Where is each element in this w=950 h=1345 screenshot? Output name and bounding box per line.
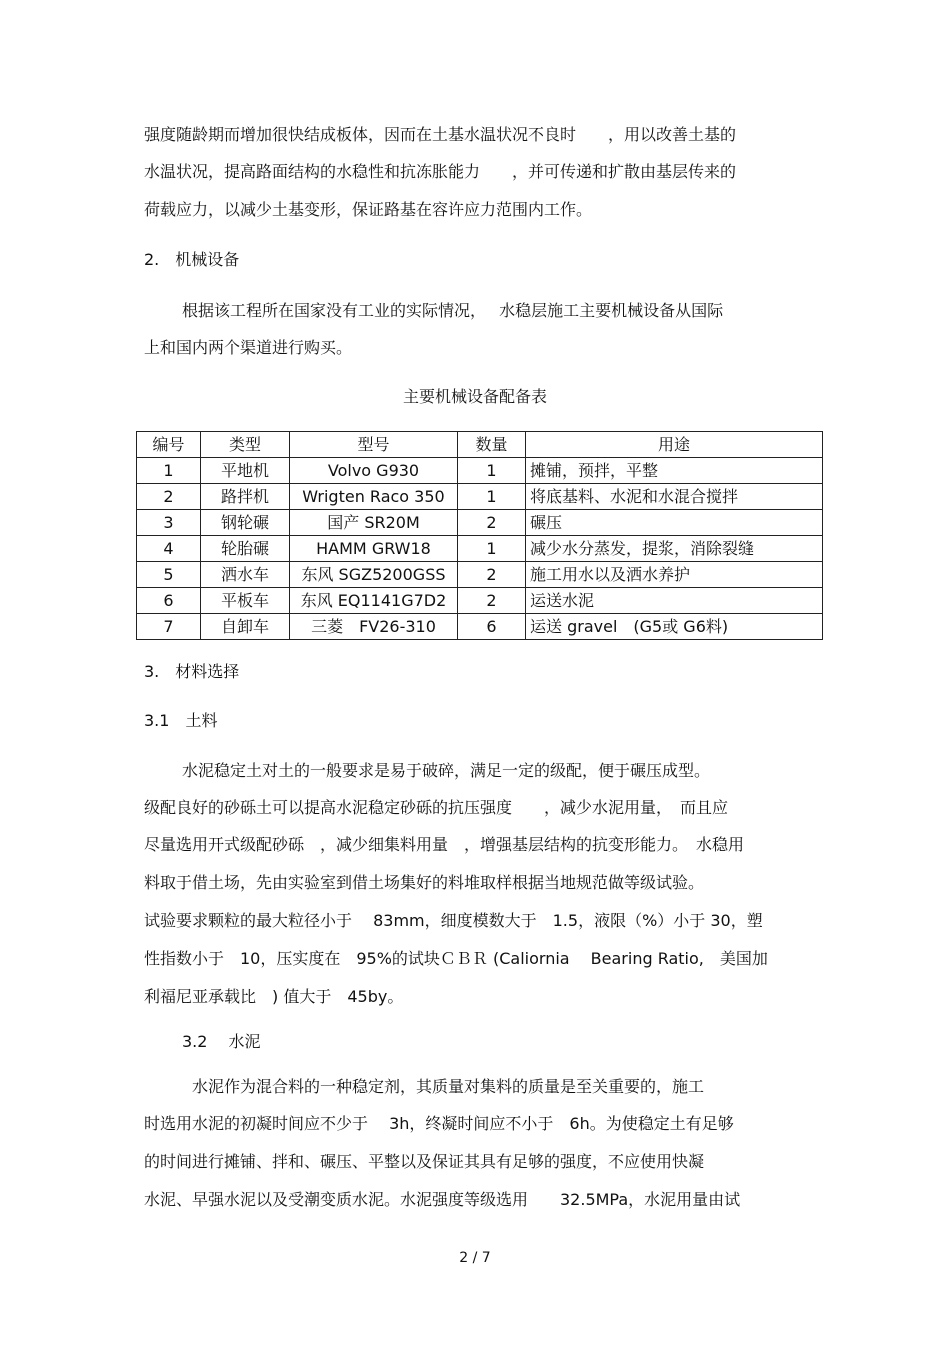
table-row (137, 562, 823, 588)
cell-quantity: 1 (458, 458, 526, 484)
table-row (137, 510, 823, 536)
header-quantity: 数量 (458, 432, 526, 458)
cell-usage: 摊铺，预拌，平整 (526, 458, 823, 484)
cell-usage: 碾压 (526, 510, 823, 536)
cell-id: 1 (137, 458, 201, 484)
para32-line4: 水泥、早强水泥以及受潮变质水泥。水泥强度等级选用 32.5MPa，水泥用量由试 (144, 1190, 741, 1209)
cell-quantity: 2 (458, 510, 526, 536)
cell-model: HAMM GRW18 (290, 536, 458, 562)
page-indicator: 2 / 7 (459, 1250, 491, 1266)
para2-line1: 根据该工程所在国家没有工业的实际情况， 水稳层施工主要机械设备从国际 (182, 301, 724, 320)
table-caption: 主要机械设备配备表 (402, 387, 547, 406)
cell-usage: 减少水分蒸发，提浆，消除裂缝 (526, 536, 823, 562)
header-usage: 用途 (526, 432, 823, 458)
para1-line3: 荷载应力，以减少土基变形，保证路基在容许应力范围内工作。 (144, 200, 593, 219)
cell-type: 路拌机 (201, 484, 290, 510)
table-header-row (137, 432, 823, 458)
para2-line2: 上和国内两个渠道进行购买。 (144, 338, 353, 357)
cell-type: 洒水车 (201, 562, 290, 588)
cell-id: 7 (137, 614, 201, 640)
cell-model: Volvo G930 (290, 458, 458, 484)
para31-line3: 尽量选用开式级配砂砾 ，减少细集料用量 ，增强基层结构的抗变形能力。 水稳用 (144, 835, 745, 854)
section-heading-soil: 3.1 土料 (144, 711, 218, 730)
cell-model: 三菱 FV26-310 (290, 614, 458, 640)
cell-usage: 将底基料、水泥和水混合搅拌 (526, 484, 823, 510)
cell-usage: 施工用水以及洒水养护 (526, 562, 823, 588)
cell-usage: 运送 gravel (G5或 G6料) (526, 614, 823, 640)
para31-line6: 性指数小于 10，压实度在 95%的试块ＣＢＲ (Caliornia Bearing Ratio, 美国加 (144, 949, 768, 968)
table-row (137, 536, 823, 562)
para31-line4: 料取于借土场，先由实验室到借土场集好的料堆取样根据当地规范做等级试验。 (144, 873, 705, 892)
cell-model: 东风 EQ1141G7D2 (290, 588, 458, 614)
cell-type: 轮胎碾 (201, 536, 290, 562)
para32-line1: 水泥作为混合料的一种稳定剂，其质量对集料的质量是至关重要的，施工 (192, 1077, 705, 1096)
para31-line1: 水泥稳定土对土的一般要求是易于破碎，满足一定的级配，便于碾压成型。 (182, 761, 711, 780)
table-row (137, 614, 823, 640)
cell-quantity: 1 (458, 484, 526, 510)
cell-id: 2 (137, 484, 201, 510)
header-id: 编号 (137, 432, 201, 458)
para31-line7: 利福尼亚承载比 ) 值大于 45by。 (144, 987, 404, 1006)
section-heading-materials: 3. 材料选择 (144, 662, 240, 681)
cell-model: Wrigten Raco 350 (290, 484, 458, 510)
cell-quantity: 2 (458, 588, 526, 614)
cell-id: 3 (137, 510, 201, 536)
para31-line5: 试验要求颗粒的最大粒径小于 83mm，细度模数大于 1.5，液限（%）小于 30，塑 (144, 911, 763, 930)
cell-type: 钢轮碾 (201, 510, 290, 536)
table-row (137, 588, 823, 614)
table-row (137, 458, 823, 484)
cell-model: 国产 SR20M (290, 510, 458, 536)
cell-type: 自卸车 (201, 614, 290, 640)
equipment-table (136, 431, 823, 640)
header-model: 型号 (290, 432, 458, 458)
cell-quantity: 6 (458, 614, 526, 640)
table-row (137, 484, 823, 510)
cell-type: 平地机 (201, 458, 290, 484)
cell-model: 东风 SGZ5200GSS (290, 562, 458, 588)
para1-line2: 水温状况，提高路面结构的水稳性和抗冻胀能力 ，并可传递和扩散由基层传来的 (144, 162, 737, 181)
cell-quantity: 2 (458, 562, 526, 588)
cell-type: 平板车 (201, 588, 290, 614)
para31-line2: 级配良好的砂砾土可以提高水泥稳定砂砾的抗压强度 ，减少水泥用量， 而且应 (144, 798, 729, 817)
section-heading-cement: 3.2 水泥 (182, 1032, 261, 1051)
cell-usage: 运送水泥 (526, 588, 823, 614)
para32-line2: 时选用水泥的初凝时间应不少于 3h，终凝时间应不小于 6h。为使稳定土有足够 (144, 1114, 734, 1133)
para1-line1: 强度随龄期而增加很快结成板体，因而在土基水温状况不良时 ，用以改善土基的 (144, 125, 737, 144)
cell-id: 6 (137, 588, 201, 614)
para32-line3: 的时间进行摊铺、拌和、碾压、平整以及保证其具有足够的强度，不应使用快凝 (144, 1152, 705, 1171)
section-heading-machinery: 2. 机械设备 (144, 250, 240, 269)
cell-id: 5 (137, 562, 201, 588)
header-type: 类型 (201, 432, 290, 458)
cell-id: 4 (137, 536, 201, 562)
cell-quantity: 1 (458, 536, 526, 562)
